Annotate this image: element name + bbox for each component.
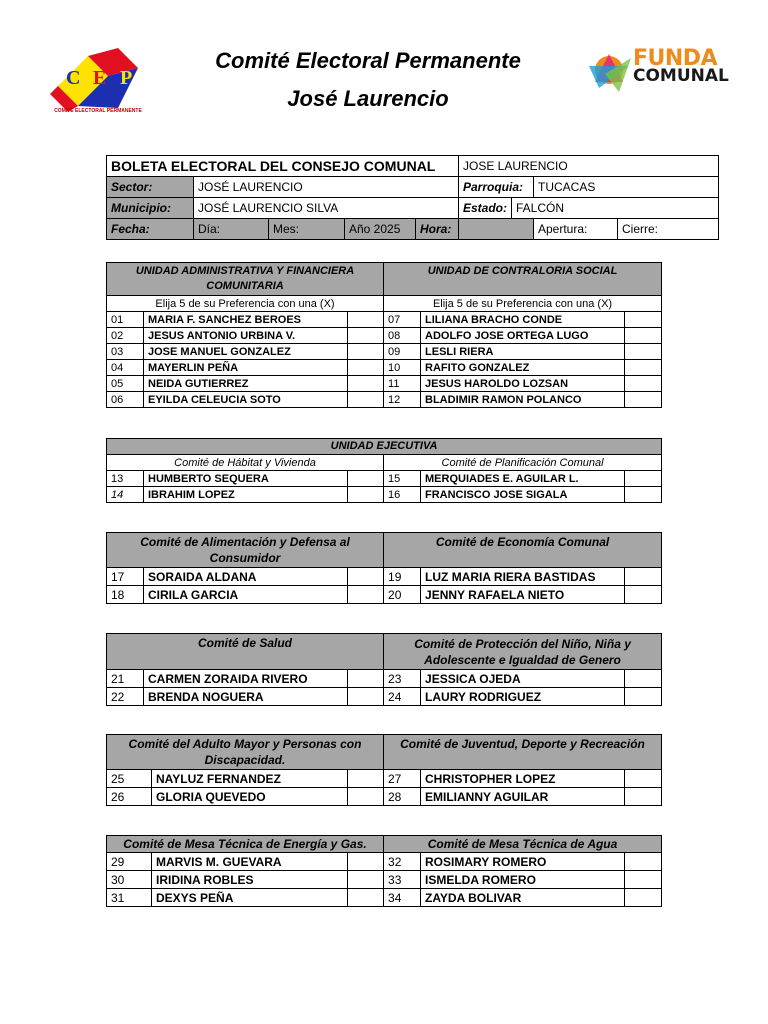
table-row bbox=[107, 471, 662, 487]
table-row bbox=[107, 586, 662, 604]
vote-box[interactable] bbox=[625, 568, 662, 586]
section-mesas-right-title: Comité de Mesa Técnica de Agua bbox=[384, 836, 662, 853]
sector-label: Sector: bbox=[107, 177, 194, 198]
parroquia-label: Parroquia: bbox=[459, 177, 534, 198]
candidate-number: 09 bbox=[384, 344, 421, 360]
section-admin-left-sub: Elija 5 de su Preferencia con una (X) bbox=[107, 296, 384, 312]
vote-box[interactable] bbox=[625, 788, 662, 806]
candidate-name: LILIANA BRACHO CONDE bbox=[421, 312, 625, 328]
dia-field[interactable]: Día: bbox=[194, 219, 269, 240]
candidate-name: LUZ MARIA RIERA BASTIDAS bbox=[421, 568, 625, 586]
candidate-name: FRANCISCO JOSE SIGALA bbox=[421, 487, 625, 503]
table-row bbox=[107, 853, 662, 871]
section-mesas-table bbox=[106, 835, 662, 907]
boleta-title: BOLETA ELECTORAL DEL CONSEJO COMUNAL bbox=[107, 156, 459, 177]
vote-box[interactable] bbox=[348, 688, 384, 706]
candidate-number: 11 bbox=[384, 376, 421, 392]
section-salud-right-title: Comité de Protección del Niño, Niña y Adolescente e Igualdad de Genero bbox=[384, 634, 662, 670]
section-adulto-left-title: Comité del Adulto Mayor y Personas con Discapacidad. bbox=[107, 735, 384, 770]
consejo-name: JOSE LAURENCIO bbox=[459, 156, 719, 177]
candidate-number: 20 bbox=[384, 586, 421, 604]
section-admin-left-title: UNIDAD ADMINISTRATIVA Y FINANCIERA COMUNITARIA bbox=[107, 263, 384, 296]
apertura-field[interactable]: Apertura: bbox=[534, 219, 618, 240]
vote-box[interactable] bbox=[625, 670, 662, 688]
vote-box[interactable] bbox=[625, 871, 662, 889]
vote-box[interactable] bbox=[348, 487, 384, 503]
candidate-number: 23 bbox=[384, 670, 421, 688]
candidate-number: 05 bbox=[107, 376, 144, 392]
vote-box[interactable] bbox=[625, 344, 662, 360]
hora-field[interactable] bbox=[459, 219, 534, 240]
candidate-name: DEXYS PEÑA bbox=[152, 889, 348, 907]
candidate-name: ZAYDA BOLIVAR bbox=[421, 889, 625, 907]
candidate-name: RAFITO GONZALEZ bbox=[421, 360, 625, 376]
candidate-number: 14 bbox=[107, 487, 144, 503]
candidate-name: IRIDINA ROBLES bbox=[152, 871, 348, 889]
vote-box[interactable] bbox=[625, 471, 662, 487]
candidate-name: CARMEN ZORAIDA RIVERO bbox=[144, 670, 348, 688]
table-row bbox=[107, 360, 662, 376]
candidate-name: SORAIDA ALDANA bbox=[144, 568, 348, 586]
page-title: Comité Electoral Permanente bbox=[215, 48, 521, 73]
candidate-name: JESUS ANTONIO URBINA V. bbox=[144, 328, 348, 344]
fundacomunal-top: FUNDA bbox=[633, 46, 718, 71]
candidate-name: EYILDA CELEUCIA SOTO bbox=[144, 392, 348, 408]
vote-box[interactable] bbox=[348, 568, 384, 586]
cep-letter-c: C bbox=[66, 67, 81, 89]
vote-box[interactable] bbox=[625, 688, 662, 706]
vote-box[interactable] bbox=[348, 889, 384, 907]
section-adulto-right-title: Comité de Juventud, Deporte y Recreación bbox=[384, 735, 662, 770]
candidate-number: 18 bbox=[107, 586, 144, 604]
anio-field: Año 2025 bbox=[345, 219, 416, 240]
vote-box[interactable] bbox=[348, 471, 384, 487]
candidate-name: ADOLFO JOSE ORTEGA LUGO bbox=[421, 328, 625, 344]
vote-box[interactable] bbox=[348, 670, 384, 688]
candidate-number: 31 bbox=[107, 889, 152, 907]
vote-box[interactable] bbox=[348, 344, 384, 360]
table-row bbox=[107, 871, 662, 889]
candidate-number: 29 bbox=[107, 853, 152, 871]
fundacomunal-bottom: COMUNAL bbox=[633, 66, 729, 86]
cep-letter-e: E bbox=[93, 67, 107, 89]
table-row bbox=[107, 889, 662, 907]
candidate-name: EMILIANNY AGUILAR bbox=[421, 788, 625, 806]
vote-box[interactable] bbox=[348, 392, 384, 408]
candidate-number: 21 bbox=[107, 670, 144, 688]
page-subtitle: José Laurencio bbox=[287, 86, 449, 111]
candidate-number: 30 bbox=[107, 871, 152, 889]
vote-box[interactable] bbox=[348, 376, 384, 392]
candidate-name: ISMELDA ROMERO bbox=[421, 871, 625, 889]
candidate-number: 04 bbox=[107, 360, 144, 376]
candidate-number: 26 bbox=[107, 788, 152, 806]
candidate-number: 17 bbox=[107, 568, 144, 586]
candidate-name: BLADIMIR RAMON POLANCO bbox=[421, 392, 625, 408]
vote-box[interactable] bbox=[348, 312, 384, 328]
vote-box[interactable] bbox=[348, 871, 384, 889]
candidate-number: 34 bbox=[384, 889, 421, 907]
section-admin-table bbox=[106, 262, 662, 408]
candidate-name: LESLI RIERA bbox=[421, 344, 625, 360]
table-row bbox=[107, 344, 662, 360]
vote-box[interactable] bbox=[348, 328, 384, 344]
vote-box[interactable] bbox=[625, 586, 662, 604]
vote-box[interactable] bbox=[625, 312, 662, 328]
candidate-number: 25 bbox=[107, 770, 152, 788]
candidate-name: LAURY RODRIGUEZ bbox=[421, 688, 625, 706]
candidate-number: 15 bbox=[384, 471, 421, 487]
candidate-number: 03 bbox=[107, 344, 144, 360]
vote-box[interactable] bbox=[348, 788, 384, 806]
candidate-name: ROSIMARY ROMERO bbox=[421, 853, 625, 871]
candidate-number: 16 bbox=[384, 487, 421, 503]
mes-field[interactable]: Mes: bbox=[269, 219, 345, 240]
estado-value: FALCÓN bbox=[512, 198, 719, 219]
section-admin-right-sub: Elija 5 de su Preferencia con una (X) bbox=[384, 296, 662, 312]
candidate-number: 24 bbox=[384, 688, 421, 706]
table-row bbox=[107, 568, 662, 586]
table-row bbox=[107, 770, 662, 788]
candidate-number: 01 bbox=[107, 312, 144, 328]
vote-box[interactable] bbox=[348, 853, 384, 871]
table-row bbox=[107, 312, 662, 328]
cep-letter-p: P bbox=[120, 67, 133, 89]
parroquia-value: TUCACAS bbox=[534, 177, 719, 198]
sector-value: JOSÉ LAURENCIO bbox=[194, 177, 459, 198]
section-salud-left-title: Comité de Salud bbox=[107, 634, 384, 670]
candidate-number: 22 bbox=[107, 688, 144, 706]
vote-box[interactable] bbox=[625, 392, 662, 408]
table-row bbox=[107, 392, 662, 408]
candidate-name: JESUS HAROLDO LOZSAN bbox=[421, 376, 625, 392]
table-row bbox=[107, 788, 662, 806]
candidate-number: 28 bbox=[384, 788, 421, 806]
vote-box[interactable] bbox=[625, 376, 662, 392]
municipio-label: Municipio: bbox=[107, 198, 194, 219]
section-salud-table bbox=[106, 633, 662, 706]
candidate-name: MARIA F. SANCHEZ BEROES bbox=[144, 312, 348, 328]
candidate-number: 12 bbox=[384, 392, 421, 408]
vote-box[interactable] bbox=[348, 586, 384, 604]
candidate-name: MARVIS M. GUEVARA bbox=[152, 853, 348, 871]
candidate-number: 33 bbox=[384, 871, 421, 889]
table-row bbox=[107, 670, 662, 688]
boleta-info-table bbox=[106, 155, 719, 240]
candidate-name: IBRAHIM LOPEZ bbox=[144, 487, 348, 503]
candidate-number: 13 bbox=[107, 471, 144, 487]
vote-box[interactable] bbox=[348, 770, 384, 788]
section-alimentacion-table bbox=[106, 532, 662, 604]
hora-label: Hora: bbox=[416, 219, 459, 240]
vote-box[interactable] bbox=[625, 360, 662, 376]
candidate-number: 27 bbox=[384, 770, 421, 788]
candidate-name: JESSICA OJEDA bbox=[421, 670, 625, 688]
section-ejecutiva-table bbox=[106, 438, 662, 503]
candidate-number: 07 bbox=[384, 312, 421, 328]
table-row bbox=[107, 487, 662, 503]
vote-box[interactable] bbox=[625, 328, 662, 344]
candidate-name: GLORIA QUEVEDO bbox=[152, 788, 348, 806]
candidate-number: 02 bbox=[107, 328, 144, 344]
candidate-name: HUMBERTO SEQUERA bbox=[144, 471, 348, 487]
vote-box[interactable] bbox=[625, 889, 662, 907]
section-mesas-left-title: Comité de Mesa Técnica de Energía y Gas. bbox=[107, 836, 384, 853]
vote-box[interactable] bbox=[348, 360, 384, 376]
cierre-field[interactable]: Cierre: bbox=[618, 219, 719, 240]
vote-box[interactable] bbox=[625, 770, 662, 788]
candidate-name: MERQUIADES E. AGUILAR L. bbox=[421, 471, 625, 487]
candidate-number: 32 bbox=[384, 853, 421, 871]
table-row bbox=[107, 376, 662, 392]
candidate-name: JOSE MANUEL GONZALEZ bbox=[144, 344, 348, 360]
section-admin-right-title: UNIDAD DE CONTRALORIA SOCIAL bbox=[384, 263, 662, 296]
section-ejecutiva-right-sub: Comité de Planificación Comunal bbox=[384, 455, 662, 471]
candidate-number: 06 bbox=[107, 392, 144, 408]
candidate-name: MAYERLIN PEÑA bbox=[144, 360, 348, 376]
vote-box[interactable] bbox=[625, 853, 662, 871]
candidate-name: CHRISTOPHER LOPEZ bbox=[421, 770, 625, 788]
candidate-name: NEIDA GUTIERREZ bbox=[144, 376, 348, 392]
section-ejecutiva-title: UNIDAD EJECUTIVA bbox=[107, 439, 662, 455]
vote-box[interactable] bbox=[625, 487, 662, 503]
cep-tagline: COMITÉ ELECTORAL PERMANENTE bbox=[54, 108, 142, 114]
section-adulto-table bbox=[106, 734, 662, 806]
candidate-name: NAYLUZ FERNANDEZ bbox=[152, 770, 348, 788]
candidate-number: 08 bbox=[384, 328, 421, 344]
candidate-number: 19 bbox=[384, 568, 421, 586]
table-row bbox=[107, 688, 662, 706]
candidate-name: JENNY RAFAELA NIETO bbox=[421, 586, 625, 604]
section-alimentacion-left-title: Comité de Alimentación y Defensa al Consumidor bbox=[107, 533, 384, 568]
candidate-name: CIRILA GARCIA bbox=[144, 586, 348, 604]
municipio-value: JOSÉ LAURENCIO SILVA bbox=[194, 198, 459, 219]
candidate-name: BRENDA NOGUERA bbox=[144, 688, 348, 706]
candidate-number: 10 bbox=[384, 360, 421, 376]
section-ejecutiva-left-sub: Comité de Hábitat y Vivienda bbox=[107, 455, 384, 471]
estado-label: Estado: bbox=[459, 198, 512, 219]
fecha-label: Fecha: bbox=[107, 219, 194, 240]
table-row bbox=[107, 328, 662, 344]
section-alimentacion-right-title: Comité de Economía Comunal bbox=[384, 533, 662, 568]
